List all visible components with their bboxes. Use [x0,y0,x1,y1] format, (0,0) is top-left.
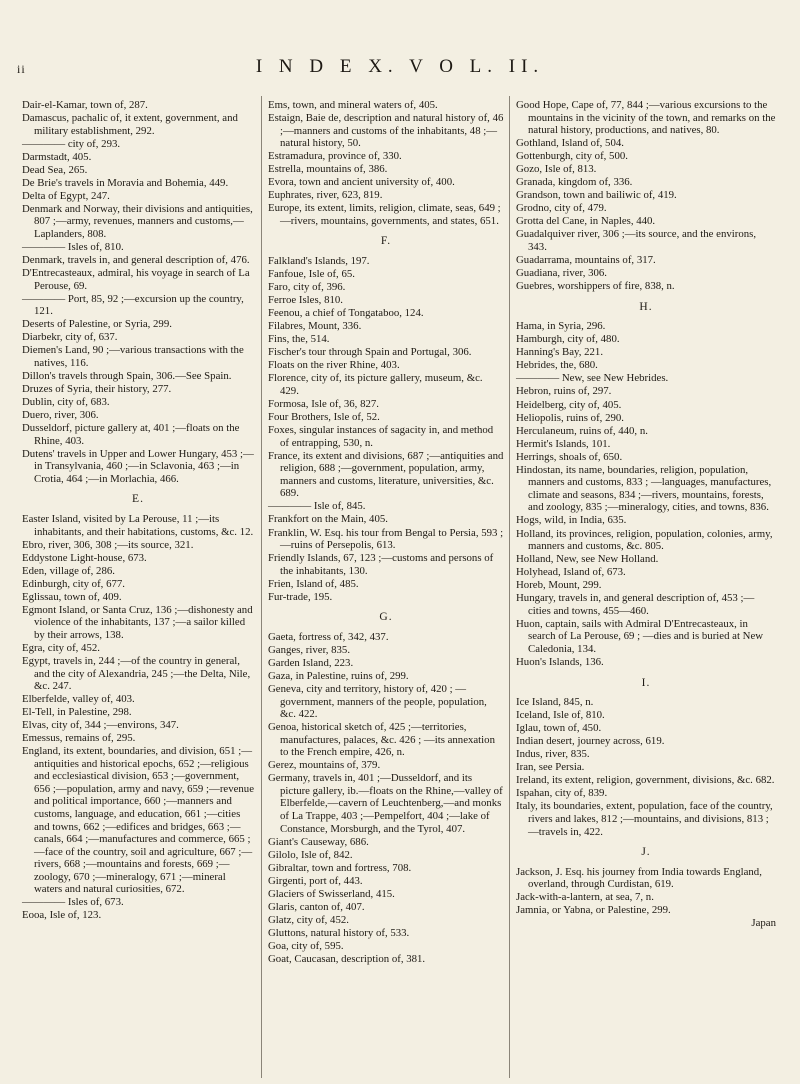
index-entry: Eglissau, town of, 409. [22,590,122,603]
section-letter: H. [639,300,653,313]
index-entry: Europe, its extent, limits, religion, climate, seas, 649 ;—rivers, mountains, governments, and states, 651. [268,202,501,227]
index-entry: Fischer's tour through Spain and Portugal, 306. [268,346,472,359]
index-entry: Indus, river, 835. [516,748,590,761]
index-entry: Fins, the, 514. [268,333,330,346]
index-entry: Foxes, singular instances of sagacity in, and method of entrapping, 530, n. [268,424,494,449]
index-entry: Jack-with-a-lantern, at sea, 7, n. [516,891,654,904]
index-entry: Fur-trade, 195. [268,590,333,603]
section-letter: E. [132,493,144,506]
index-entry: Diarbekr, city of, 637. [22,331,118,344]
index-entry: Guadiana, river, 306. [516,267,608,280]
section-letter: J. [641,846,651,859]
index-entry: Grotta del Cane, in Naples, 440. [516,215,656,228]
index-entry: Guebres, worshippers of fire, 838, n. [516,280,675,293]
index-entry: Hermit's Islands, 101. [516,437,611,450]
index-entry: Edinburgh, city of, 677. [22,577,125,590]
index-entry: Gilolo, Isle of, 842. [268,848,353,861]
index-entry: Holland, its provinces, religion, population, colonies, army, manners and customs, &c. 805. [516,527,773,553]
running-header: I N D E X. V O L. II. [255,56,545,77]
index-entry: Holland, New, see New Holland. [516,553,659,566]
index-entry: Hama, in Syria, 296. [516,320,606,333]
index-entry: Herculaneum, ruins of, 440, n. [516,424,648,437]
index-entry: Dusseldorf, picture gallery at, 401 ;—floats on the Rhine, 403. [22,422,240,447]
index-entry: Frien, Island of, 485. [268,577,359,590]
index-entry: Glaris, canton of, 407. [268,900,365,913]
index-entry: Gaeta, fortress of, 342, 437. [268,630,389,643]
index-entry: Grodno, city of, 479. [516,202,607,215]
index-entry: Ireland, its extent, religion, government, divisions, &c. 682. [516,774,775,787]
index-entry: Granada, kingdom of, 336. [516,176,633,189]
index-entry: Dillon's travels through Spain, 306.—See Spain. [22,369,232,382]
index-entry: Grandson, town and bailiwic of, 419. [516,189,677,202]
index-entry: Goa, city of, 595. [268,939,344,952]
index-entry: ———— New, see New Hebrides. [516,372,669,385]
index-entry: Ispahan, city of, 839. [516,787,608,800]
index-entry: Euphrates, river, 623, 819. [268,189,383,202]
index-entry: Gothland, Island of, 504. [516,137,624,150]
index-entry: Ems, town, and mineral waters of, 405. [268,99,438,111]
catchword: Japan [751,917,776,930]
index-entry: Heliopolis, ruins of, 290. [516,411,624,424]
index-entry: Elvas, city of, 344 ;—environs, 347. [22,719,179,732]
index-entry: Darmstadt, 405. [22,150,92,163]
index-entry: Guadarrama, mountains of, 317. [516,254,656,267]
index-entry: Guadalquiver river, 306 ;—its source, and the environs, 343. [516,228,757,254]
index-entry: Florence, city of, its picture gallery, museum, &c. 429. [268,372,483,397]
index-entry: Hebron, ruins of, 297. [516,385,612,398]
index-entry: Ferroe Isles, 810. [268,294,343,307]
index-entry: Indian desert, journey across, 619. [516,735,665,748]
index-entry: Jackson, J. Esq. his journey from India towards England, overland, through Curdistan, 619. [516,865,762,891]
index-entry: Easter Island, visited by La Perouse, 11 ;—its inhabitants, and their habitations, customs, &c. 12. [22,512,254,538]
index-entry: Herrings, shoals of, 650. [516,450,623,463]
index-entry: Eooa, Isle of, 123. [22,909,102,922]
page-number: ii [17,62,26,76]
index-entry: ———— Isles of, 673. [22,896,124,909]
index-entry: Giant's Causeway, 686. [268,835,369,848]
index-entry: Jamnia, or Yabna, or Palestine, 299. [516,904,671,917]
index-entry: Friendly Islands, 67, 123 ;—customs and persons of the inhabitants, 130. [268,552,494,577]
section-letter: I. [641,676,651,689]
index-entry: De Brie's travels in Moravia and Bohemia, 449. [22,176,229,189]
index-entry: Diemen's Land, 90 ;—various transactions with the natives, 116. [22,344,244,369]
index-entry: Good Hope, Cape of, 77, 844 ;—various excursions to the mountains in the vicinity of the town, and remarks on the natural history, productions, and natives, 80. [516,99,776,137]
index-entry: Huon's Islands, 136. [516,655,604,668]
column-rule [509,96,510,1078]
index-entry: Evora, town and ancient university of, 400. [268,176,455,189]
index-entry: Ice Island, 845, n. [516,696,594,709]
index-entry: D'Entrecasteaux, admiral, his voyage in search of La Perouse, 69. [22,267,250,292]
index-entry: ———— city of, 293. [22,137,121,150]
index-entry: Egra, city of, 452. [22,641,100,654]
index-entry: Gottenburgh, city of, 500. [516,150,628,163]
index-entry: Eddystone Light-house, 673. [22,551,147,564]
index-entry: Estaign, Baie de, description and natural history of, 46 ;—manners and customs of the inhabitants, 48 ;—natural history, 50. [268,112,504,150]
index-column-2 [268,99,504,966]
index-entry: Damascus, pachalic of, it extent, government, and military establishment, 292. [22,112,238,137]
index-entry: Iran, see Persia. [516,761,585,774]
index-entry: Heidelberg, city of, 405. [516,398,622,411]
index-entry: Geneva, city and territory, history of, 420 ; —government, manners of the people, population, &c. 422. [268,683,487,721]
index-entry: Druzes of Syria, their history, 277. [22,383,172,396]
index-entry: ———— Isle of, 845. [268,500,366,513]
index-column-3 [516,99,776,930]
index-entry: Egmont Island, or Santa Cruz, 136 ;—dishonesty and violence of the inhabitants, 137 ;—a sailor killed by their arrows, 138. [22,603,253,641]
index-entry: Hindostan, its name, boundaries, religion, population, manners and customs, 833 ; —languages, manufactures, climate and seasons, 834 ;—rivers, mountains, forests, and zoology, 835 ;—mineralogy, cities, and towns, 836. [516,463,772,514]
index-entry: Gozo, Isle of, 813. [516,163,597,176]
index-entry: Filabres, Mount, 336. [268,320,362,333]
index-entry: Duero, river, 306. [22,409,99,422]
index-entry: Ganges, river, 835. [268,643,351,656]
index-entry: El-Tell, in Palestine, 298. [22,706,132,719]
index-entry: Iceland, Isle of, 810. [516,709,605,722]
index-entry: Falkland's Islands, 197. [268,255,370,268]
index-entry: Feenou, a chief of Tongataboo, 124. [268,307,424,320]
index-entry: Glatz, city of, 452. [268,913,349,926]
index-entry: Dutens' travels in Upper and Lower Hungary, 453 ;—in Transylvania, 460 ;—in Sclavonia, 463 ;—in Crotia, 464 ;—in Morlachia, 466. [22,447,254,485]
index-entry: Hogs, wild, in India, 635. [516,514,627,527]
index-entry: Gerez, mountains of, 379. [268,759,381,772]
index-entry: Egypt, travels in, 244 ;—of the country in general, and the city of Alexandria, 245 ;—the Delta, Nile, &c. 247. [22,654,251,693]
index-entry: Fanfoue, Isle of, 65. [268,268,355,281]
index-entry: Delta of Egypt, 247. [22,189,110,202]
section-letter: F. [380,235,392,248]
index-entry: Eden, village of, 286. [22,564,115,577]
index-entry: Dublin, city of, 683. [22,396,110,409]
index-entry: Emessus, remains of, 295. [22,732,136,745]
index-entry: Italy, its boundaries, extent, population, face of the country, rivers and lakes, 812 ;—mountains, and divisions, 813 ; —travels in, 422. [516,800,773,838]
index-entry: Hamburgh, city of, 480. [516,333,620,346]
index-entry: Floats on the river Rhine, 403. [268,359,400,372]
index-entry: Girgenti, port of, 443. [268,874,363,887]
index-entry: Holyhead, Island of, 673. [516,566,626,579]
index-entry: Gaza, in Palestine, ruins of, 299. [268,669,409,682]
index-entry: ———— Port, 85, 92 ;—excursion up the country, 121. [22,292,244,318]
index-entry: Hanning's Bay, 221. [516,346,604,359]
index-column-1 [22,99,254,922]
index-entry: Gibraltar, town and fortress, 708. [268,861,412,874]
index-entry: Deserts of Palestine, or Syria, 299. [22,318,172,331]
index-entry: Frankfort on the Main, 405. [268,513,388,526]
column-rule [261,96,262,1078]
index-entry: Faro, city of, 396. [268,281,346,294]
index-entry: Hebrides, the, 680. [516,359,598,372]
index-entry: Goat, Caucasan, description of, 381. [268,953,426,965]
index-entry: Formosa, Isle of, 36, 827. [268,398,379,411]
index-entry: ———— Isles of, 810. [22,241,124,254]
index-entry: Iglau, town of, 450. [516,722,602,735]
section-letter: G. [379,611,393,624]
index-entry: England, its extent, boundaries, and division, 651 ;—antiquities and historical epochs, 652 ;—religious and ecclesiastical division, 653 ;—government, 656 ;—population, army and navy, 659 ;—revenue and political importance, 660 ;—manners and customs, language, and education, 661 ;—cities and towns, 662 ;—edifices and bridges, 663 ;—canals, 664 ;—manufactures and commerce, 665 ;—face of the country, soil and agriculture, 667 ;—rivers, 668 ;—mountains and forests, 669 ;—zoology, 670 ;—mineralogy, 671 ;—mineral waters and natural curiosities, 672. [22,745,254,896]
index-entry: Huon, captain, sails with Admiral D'Entrecasteaux, in search of La Perouse, 69 ; —dies and is buried at New Caledonia, 134. [516,617,764,655]
index-entry: Horeb, Mount, 299. [516,579,602,592]
index-entry: Ebro, river, 306, 308 ;—its source, 321. [22,538,194,551]
index-entry: Four Brothers, Isle of, 52. [268,411,380,424]
index-entry: Franklin, W. Esq. his tour from Bengal to Persia, 593 ;—ruins of Persepolis, 613. [268,526,504,552]
index-entry: Hungary, travels in, and general description of, 453 ;—cities and towns, 455—460. [516,592,755,617]
index-entry: France, its extent and divisions, 687 ;—antiquities and religion, 688 ;—government, population, army, manners and customs, literature, universities, &c. 689. [268,449,504,500]
index-entry: Dead Sea, 265. [22,163,88,176]
index-entry: Denmark and Norway, their divisions and antiquities, 807 ;—army, revenues, manners and customs,—Laplanders, 808. [22,202,253,240]
index-entry: Garden Island, 223. [268,656,354,669]
index-entry: Elberfelde, valley of, 403. [22,693,135,706]
index-entry: Glaciers of Swisserland, 415. [268,887,395,900]
index-entry: Denmark, travels in, and general description of, 476. [22,254,250,267]
index-entry: Germany, travels in, 401 ;—Dusseldorf, and its picture gallery, ib.—floats on the Rhine,—valley of Elberfelde,—cavern of Leuchtenberg,—and monks of La Trappe, 403 ;—Pempelfort, 404 ;—lake of Constance, Morsburgh, and the Tyrol, 407. [268,772,503,835]
index-entry: Estrella, mountains of, 386. [268,163,388,176]
index-entry: Gluttons, natural history of, 533. [268,926,410,939]
index-entry: Estramadura, province of, 330. [268,150,402,163]
index-entry: Genoa, historical sketch of, 425 ;—territories, manufactures, palaces, &c. 426 ; —its annexation to the French empire, 426, n. [268,721,495,759]
index-entry: Dair-el-Kamar, town of, 287. [22,99,148,111]
